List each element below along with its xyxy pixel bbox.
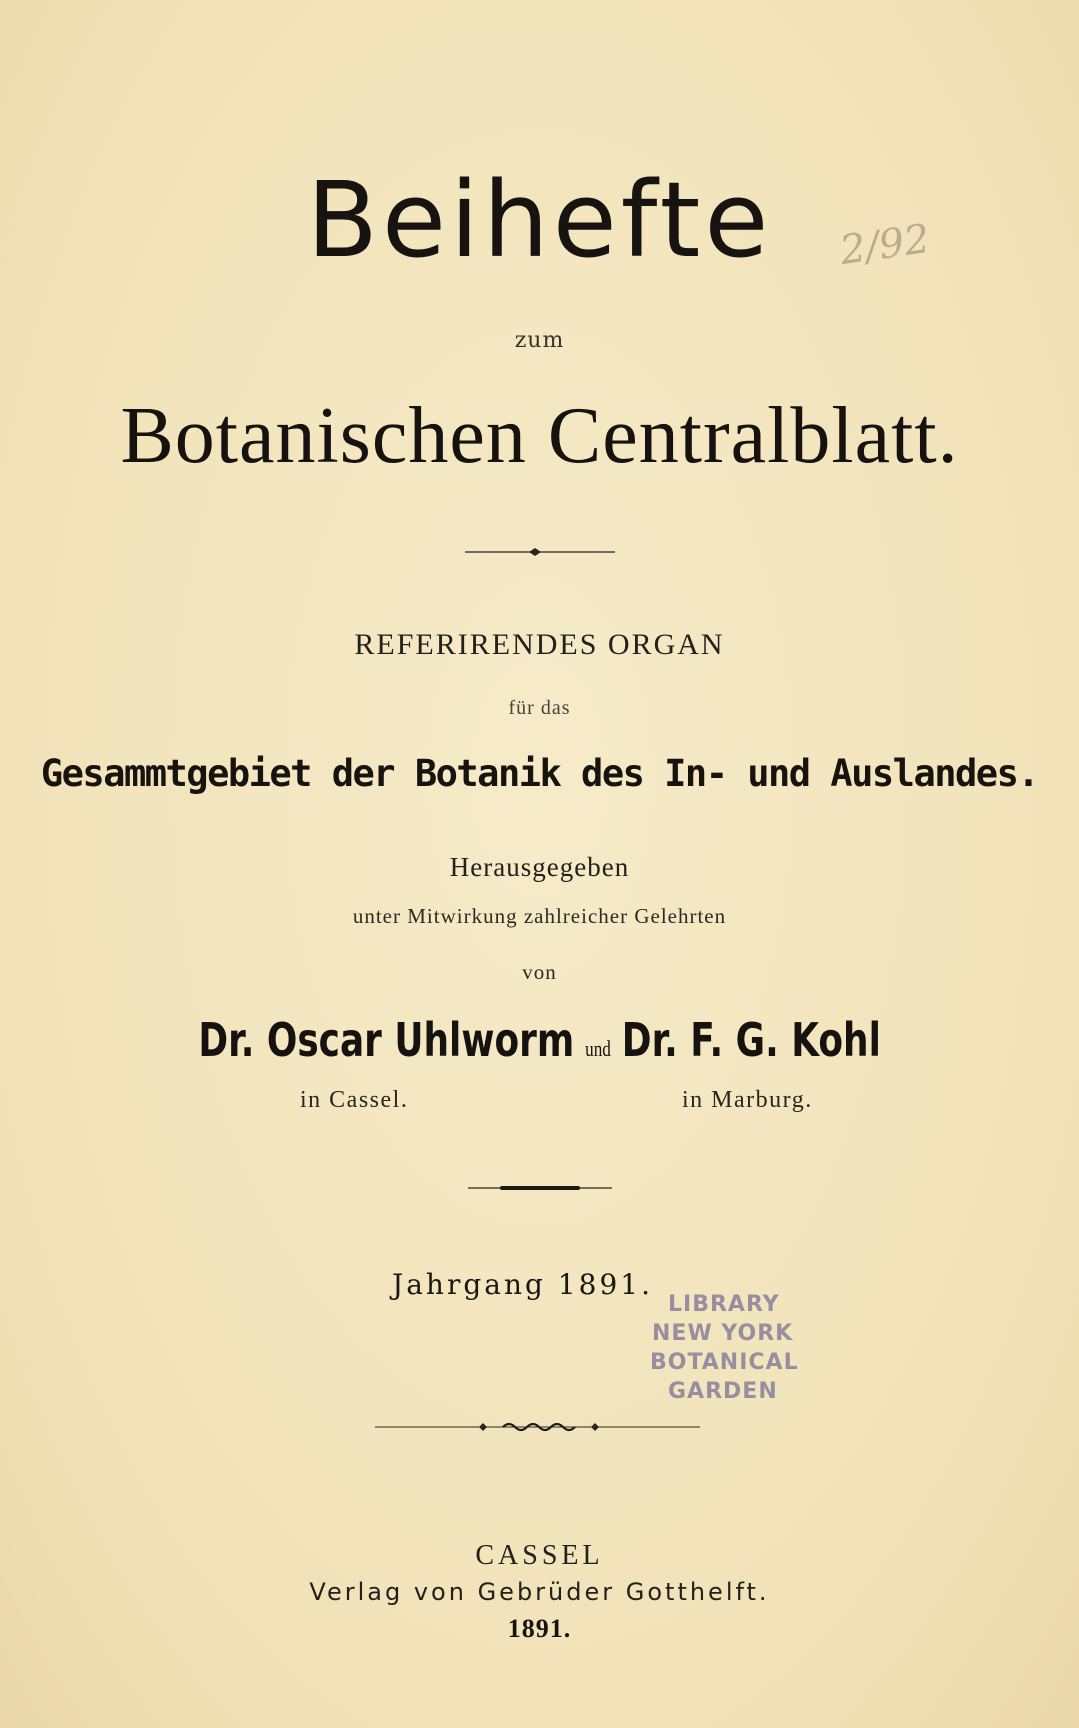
stamp-line: LIBRARY [668, 1292, 780, 1317]
stamp-line: NEW YORK [652, 1321, 794, 1346]
herausgegeben-text: Herausgegeben [449, 852, 630, 882]
place-text: CASSEL [475, 1540, 604, 1571]
publisher-text: Verlag von Gebrüder Gotthelft. [309, 1578, 770, 1606]
stamp-line: GARDEN [668, 1379, 778, 1404]
von-text: von [522, 960, 557, 984]
main-title: Beihefte [306, 159, 773, 281]
scope-line: Gesammtgebiet der Botanik des In- und Auslandes. [40, 752, 1039, 795]
publication-year: 1891. [507, 1614, 572, 1643]
editor-1-location: in Cassel. [300, 1087, 409, 1113]
fuer-das-text: für das [508, 697, 571, 719]
editors-line [119, 1013, 961, 1067]
und-text: und [585, 1036, 611, 1061]
journal-title: Botanischen Centralblatt. [120, 392, 959, 480]
stamp-line: BOTANICAL [650, 1350, 799, 1375]
subtitle: REFERIRENDES ORGAN [354, 628, 725, 661]
divider-ornament-bottom [375, 1420, 700, 1434]
jahrgang-text: Jahrgang 1891. [392, 1268, 653, 1301]
editor-2-location: in Marburg. [682, 1087, 813, 1113]
mitwirkung-text: unter Mitwirkung zahlreicher Gelehrten [352, 904, 727, 928]
divider-ornament-middle [468, 1184, 612, 1192]
zum-text: zum [514, 328, 565, 353]
library-stamp [640, 1290, 830, 1406]
handwritten-note: 2/92 [837, 215, 933, 275]
editor-1-name: Dr. Oscar Uhlworm [198, 1013, 575, 1067]
divider-ornament-top [465, 546, 615, 558]
editor-2-name: Dr. F. G. Kohl [621, 1013, 881, 1067]
